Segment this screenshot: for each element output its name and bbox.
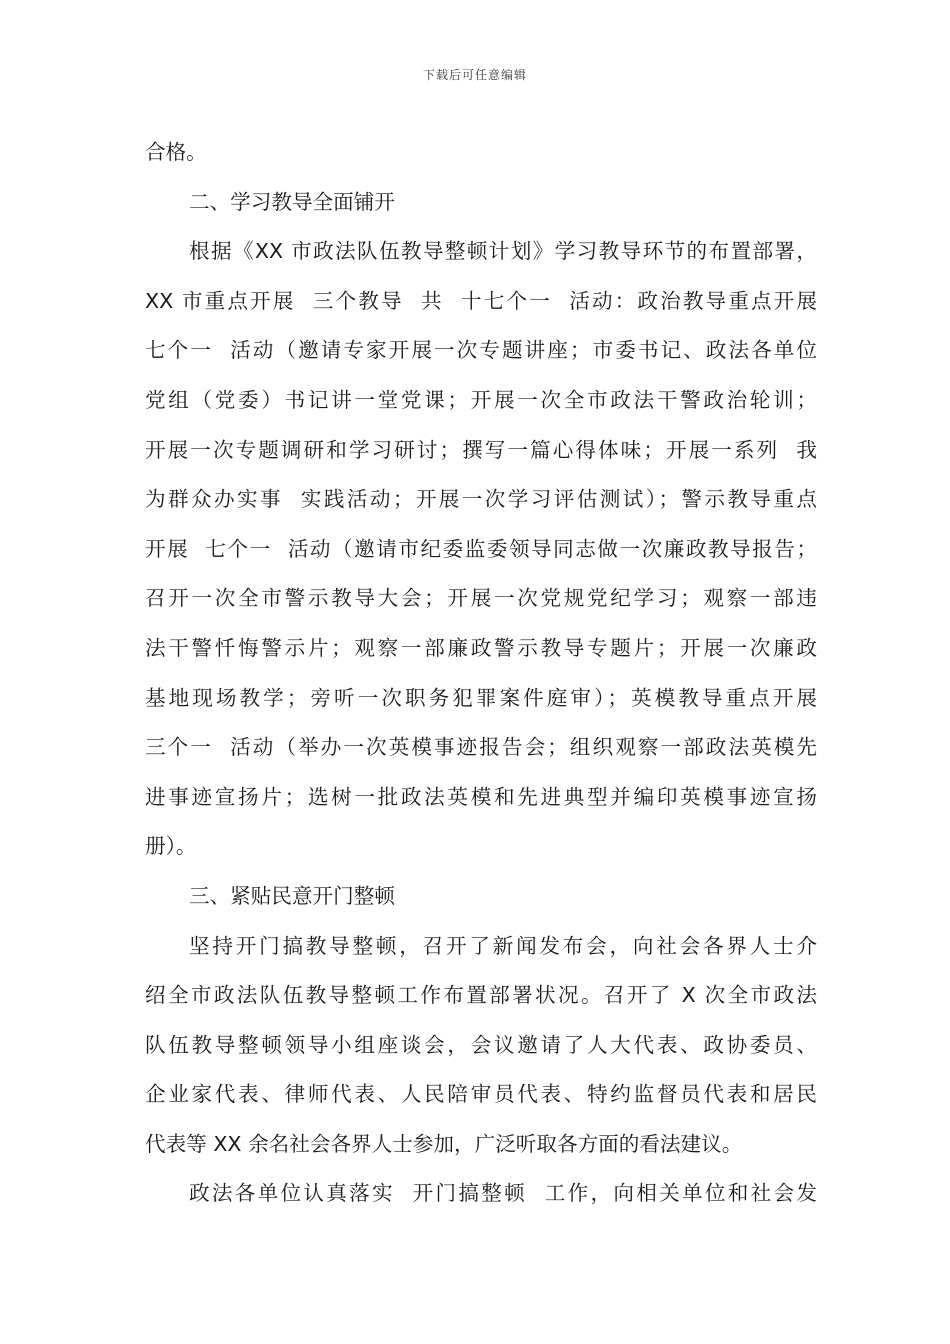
text-line: 政法各单位认真落实 开门搞整顿 工作，向相关单位和社会发 bbox=[189, 1181, 817, 1206]
text-line: 坚持开门搞教导整顿，召开了新闻发布会，向社会各界人士介 bbox=[189, 933, 817, 958]
text-line: 三、紧贴民意开门整顿 bbox=[189, 883, 395, 908]
text-line: 召开一次全市警示教导大会；开展一次党规党纪学习；观察一部违 bbox=[145, 586, 817, 611]
text-line: 进事迹宣扬片；选树一批政法英模和先进典型并编印英模事迹宣扬 bbox=[145, 784, 817, 809]
text-line: 队伍教导整顿领导小组座谈会，会议邀请了人大代表、政协委员、 bbox=[145, 1032, 817, 1057]
text-line: 为群众办实事 实践活动；开展一次学习评估测试）；警示教导重点 bbox=[145, 487, 817, 512]
text-line: 册）。 bbox=[145, 834, 197, 859]
text-line: 合格。 bbox=[145, 140, 207, 164]
document-body bbox=[145, 128, 817, 1219]
text-line: 企业家代表、律师代表、人民陪审员代表、特约监督员代表和居民 bbox=[145, 1082, 817, 1107]
text-line: 七个一 活动（邀请专家开展一次专题讲座；市委书记、政法各单位 bbox=[145, 338, 817, 363]
text-line: 代表等 XX 余名社会各界人士参加，广泛听取各方面的看法建议。 bbox=[145, 1131, 743, 1156]
text-line: 党组（党委）书记讲一堂党课；开展一次全市政法干警政治轮训； bbox=[145, 387, 817, 412]
text-line: 绍全市政法队伍教导整顿工作布置部署状况。召开了 X 次全市政法 bbox=[145, 983, 817, 1008]
text-line: 法干警忏悔警示片；观察一部廉政警示教导专题片；开展一次廉政 bbox=[145, 635, 817, 660]
text-line: XX 市重点开展 三个教导 共 十七个一 活动：政治教导重点开展 bbox=[145, 288, 817, 313]
page-header: 下载后可任意编辑 bbox=[422, 68, 527, 82]
text-line: 开展 七个一 活动（邀请市纪委监委领导同志做一次廉政教导报告； bbox=[145, 536, 817, 561]
text-line: 基地现场教学；旁听一次职务犯罪案件庭审）；英模教导重点开展 bbox=[145, 685, 817, 710]
text-line: 三个一 活动（举办一次英模事迹报告会；组织观察一部政法英模先 bbox=[145, 735, 817, 760]
text-line: 二、学习教导全面铺开 bbox=[189, 189, 395, 214]
text-line: 根据《XX 市政法队伍教导整顿计划》学习教导环节的布置部署， bbox=[189, 239, 817, 264]
text-line: 开展一次专题调研和学习研讨；撰写一篇心得体味；开展一系列 我 bbox=[145, 437, 817, 462]
